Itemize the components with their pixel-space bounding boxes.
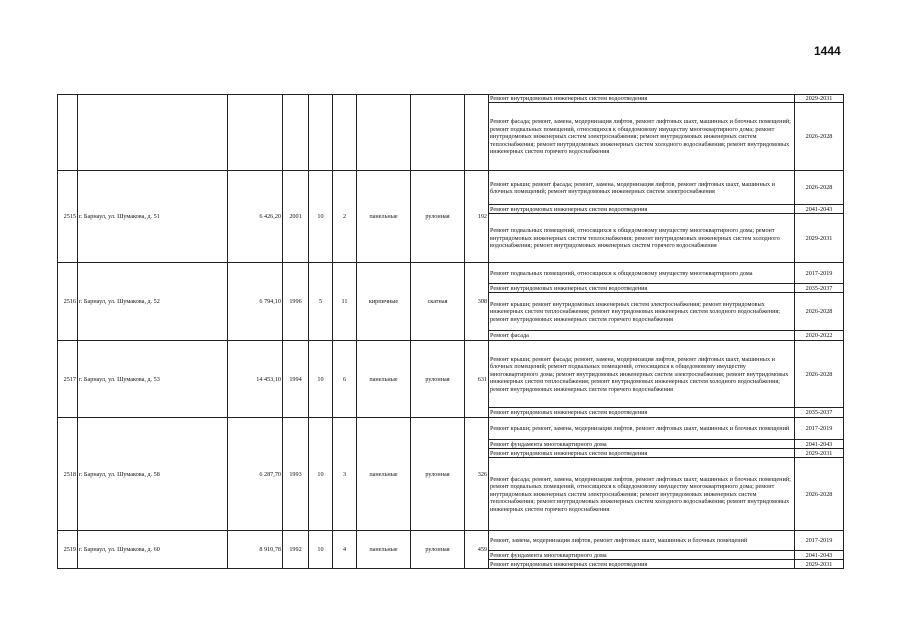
work-years: 2026-2028 xyxy=(795,293,844,331)
address: г. Барнаул, ул. Шумакова, д. 51 xyxy=(78,171,228,263)
total-area: 6 287,70 xyxy=(228,418,283,531)
work-years: 2017-2019 xyxy=(795,418,844,440)
work-description: Ремонт внутридомовых инженерных систем водоотведения xyxy=(489,449,795,458)
floors-min: 11 xyxy=(333,263,357,341)
work-years: 2017-2019 xyxy=(795,263,844,284)
work-description: Ремонт внутридомовых инженерных систем водоотведения xyxy=(489,560,795,569)
work-description: Ремонт фасада; ремонт, замена, модернизация лифтов, ремонт лифтовых шахт, машинных и блочных помещений; ремонт подвальных помещений, относящихся к общедомовому имуществу многоквартирного дома; ремонт внутридомовых инженерных систем электроснабжения; ремонт внутридомовых инженерных систем теплоснабжения; ремонт внутридомовых инженерных систем холодного водоснабжения; ремонт внутридомовых инженерных систем горячего водоснабжения xyxy=(489,458,795,531)
work-years: 2029-2031 xyxy=(795,560,844,569)
work-years: 2041-2043 xyxy=(795,205,844,214)
repair-schedule-table xyxy=(57,94,844,569)
roof-type: скатная xyxy=(411,263,465,341)
address: г. Барнаул, ул. Шумакова, д. 53 xyxy=(78,341,228,418)
work-years: 2041-2043 xyxy=(795,551,844,560)
roof-type: рулонная xyxy=(411,418,465,531)
work-years: 2029-2031 xyxy=(795,95,844,103)
work-description: Ремонт подвальных помещений, относящихся к общедомовому имуществу многоквартирного дома xyxy=(489,263,795,284)
wall-material: панельные xyxy=(357,171,411,263)
floors-min: 2 xyxy=(333,171,357,263)
empty-cell xyxy=(465,95,489,171)
table-row xyxy=(58,418,844,440)
work-years: 2029-2031 xyxy=(795,449,844,458)
row-number: 2515 xyxy=(58,171,78,263)
empty-cell xyxy=(333,95,357,171)
year-built: 1993 xyxy=(283,418,309,531)
work-description: Ремонт внутридомовых инженерных систем водоотведения xyxy=(489,205,795,214)
wall-material: кирпичные xyxy=(357,263,411,341)
work-years: 2035-2037 xyxy=(795,284,844,293)
table-row xyxy=(58,95,844,103)
work-years: 2029-2031 xyxy=(795,214,844,263)
work-description: Ремонт крыши; ремонт фасада; ремонт, замена, модернизация лифтов, ремонт лифтовых шахт, машинных и блочных помещений; ремонт подвальных помещений, относящихся к общедомовому имуществу многоквартирного дома; ремонт внутридомовых инженерных систем электроснабжения; ремонт внутридомовых инженерных систем теплоснабжения; ремонт внутридомовых инженерных систем холодного водоснабжения; ремонт внутридомовых инженерных систем горячего водоснабжения xyxy=(489,341,795,408)
total-area: 6 794,10 xyxy=(228,263,283,341)
table-row xyxy=(58,263,844,284)
work-description: Ремонт фундамента многоквартирного дома xyxy=(489,440,795,449)
wall-material: панельные xyxy=(357,418,411,531)
year-built: 1992 xyxy=(283,531,309,569)
total-area: 8 910,78 xyxy=(228,531,283,569)
floors-max: 5 xyxy=(309,263,333,341)
apartments-count: 631 xyxy=(465,341,489,418)
row-number: 2519 xyxy=(58,531,78,569)
table-row xyxy=(58,531,844,551)
work-description: Ремонт фасада; ремонт, замена, модернизация лифтов, ремонт лифтовых шахт, машинных и блочных помещений; ремонт подвальных помещений, относящихся к общедомовому имуществу многоквартирного дома; ремонт внутридомовых инженерных систем электроснабжения; ремонт внутридомовых инженерных систем теплоснабжения; ремонт внутридомовых инженерных систем холодного водоснабжения; ремонт внутридомовых инженерных систем горячего водоснабжения xyxy=(489,103,795,171)
page-number: 1444 xyxy=(814,44,841,58)
table-body xyxy=(58,95,844,569)
floors-max: 10 xyxy=(309,341,333,418)
empty-cell xyxy=(58,95,78,171)
work-years: 2035-2037 xyxy=(795,408,844,418)
floors-min: 6 xyxy=(333,341,357,418)
floors-max: 10 xyxy=(309,418,333,531)
apartments-count: 192 xyxy=(465,171,489,263)
total-area: 14 453,10 xyxy=(228,341,283,418)
work-years: 2017-2019 xyxy=(795,531,844,551)
empty-cell xyxy=(78,95,228,171)
work-description: Ремонт внутридомовых инженерных систем водоотведения xyxy=(489,284,795,293)
work-years: 2026-2028 xyxy=(795,341,844,408)
empty-cell xyxy=(357,95,411,171)
address: г. Барнаул, ул. Шумакова, д. 52 xyxy=(78,263,228,341)
wall-material: панельные xyxy=(357,531,411,569)
address: г. Барнаул, ул. Шумакова, д. 58 xyxy=(78,418,228,531)
work-years: 2041-2043 xyxy=(795,440,844,449)
year-built: 1996 xyxy=(283,263,309,341)
work-years: 2026-2028 xyxy=(795,458,844,531)
empty-cell xyxy=(309,95,333,171)
apartments-count: 459 xyxy=(465,531,489,569)
floors-max: 10 xyxy=(309,171,333,263)
work-description: Ремонт внутридомовых инженерных систем водоотведения xyxy=(489,95,795,103)
work-years: 2026-2028 xyxy=(795,103,844,171)
empty-cell xyxy=(411,95,465,171)
floors-min: 4 xyxy=(333,531,357,569)
roof-type: рулонная xyxy=(411,531,465,569)
work-description: Ремонт фундамента многоквартирного дома xyxy=(489,551,795,560)
work-years: 2020-2022 xyxy=(795,331,844,341)
work-description: Ремонт крыши; ремонт фасада; ремонт, замена, модернизация лифтов, ремонт лифтовых шахт, машинных и блочных помещений; ремонт внутридомовых инженерных систем электроснабжения xyxy=(489,171,795,205)
work-description: Ремонт крыши; ремонт, замена, модернизация лифтов, ремонт лифтовых шахт, машинных и блочных помещений xyxy=(489,418,795,440)
roof-type: рулонная xyxy=(411,341,465,418)
floors-max: 10 xyxy=(309,531,333,569)
wall-material: панельные xyxy=(357,341,411,418)
apartments-count: 308 xyxy=(465,263,489,341)
work-description: Ремонт, замена, модернизация лифтов, ремонт лифтовых шахт, машинных и блочных помещений xyxy=(489,531,795,551)
work-description: Ремонт подвальных помещений, относящихся к общедомовому имуществу многоквартирного дома; ремонт внутридомовых инженерных систем теплоснабжения; ремонт внутридомовых инженерных систем холодного водоснабжения; ремонт внутридомовых инженерных систем горячего водоснабжения xyxy=(489,214,795,263)
year-built: 2001 xyxy=(283,171,309,263)
row-number: 2518 xyxy=(58,418,78,531)
work-description: Ремонт фасада xyxy=(489,331,795,341)
table-row xyxy=(58,171,844,205)
row-number: 2517 xyxy=(58,341,78,418)
empty-cell xyxy=(283,95,309,171)
work-description: Ремонт внутридомовых инженерных систем водоотведения xyxy=(489,408,795,418)
row-number: 2516 xyxy=(58,263,78,341)
empty-cell xyxy=(228,95,283,171)
total-area: 6 426,20 xyxy=(228,171,283,263)
floors-min: 3 xyxy=(333,418,357,531)
table-row xyxy=(58,341,844,408)
apartments-count: 326 xyxy=(465,418,489,531)
work-years: 2026-2028 xyxy=(795,171,844,205)
work-description: Ремонт крыши; ремонт внутридомовых инженерных систем электроснабжения; ремонт внутридомовых инженерных систем теплоснабжения; ремонт внутридомовых инженерных систем холодного водоснабжения; ремонт внутридомовых инженерных систем горячего водоснабжения xyxy=(489,293,795,331)
roof-type: рулонная xyxy=(411,171,465,263)
year-built: 1994 xyxy=(283,341,309,418)
address: г. Барнаул, ул. Шумакова, д. 60 xyxy=(78,531,228,569)
